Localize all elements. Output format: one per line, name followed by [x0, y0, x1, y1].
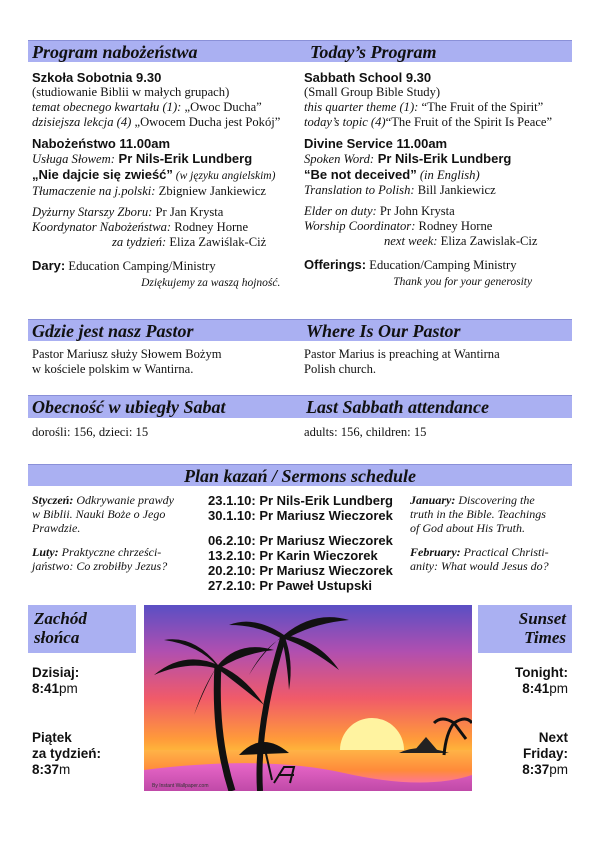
next-value-en: Eliza Zawislak-Ciz [437, 234, 538, 248]
topic-label-pl: dzisiejsza lekcja (4) [32, 115, 132, 129]
word-value-en: Pr Nils-Erik Lundberg [374, 151, 512, 166]
elder-value-pl: Pr Jan Krysta [152, 205, 224, 219]
topic-label-en: today’s topic (4) [304, 115, 386, 129]
sunset-palm-image [144, 605, 472, 791]
feb-label-en: February: [410, 545, 461, 559]
transl-value-pl: Zbigniew Jankiewicz [155, 184, 266, 198]
attendance-header [28, 395, 572, 418]
pastor-en [304, 347, 500, 377]
theme-value-pl: „Owoc Ducha” [181, 100, 262, 114]
attendance-en: adults: 156, children: 15 [304, 425, 427, 439]
coord-value-en: Rodney Horne [415, 219, 493, 233]
jan-3-en: of God about His Truth. [410, 521, 526, 535]
sermon-date-row: 20.2.10: Pr Mariusz Wieczorek [208, 563, 393, 578]
offering-label-en: Offerings: [304, 257, 367, 272]
thanks-pl: Dziękujemy za waszą hojność. [141, 277, 281, 289]
sunset-today-pl: Dzisiaj: 8:41pm [32, 665, 80, 696]
theme-value-en: “The Fruit of the Spirit” [418, 100, 544, 114]
topic-value-pl: „Owocem Ducha jest Pokój” [131, 115, 281, 129]
sunset-next-en: Next Friday: 8:37pm [522, 730, 568, 777]
sunset-title-pl-2: słońca [34, 628, 80, 647]
topic-value-en: “The Fruit of the Spirit Is Peace” [385, 115, 553, 129]
sabbath-school-pl: Szkoła Sobotnia 9.30 [32, 70, 162, 85]
pastor-title-pl: Gdzie jest nasz Pastor [32, 321, 194, 341]
ss-sub-en: (Small Group Bible Study) [304, 85, 441, 99]
sermon-date-row: 23.1.10: Pr Nils-Erik Lundberg [208, 493, 393, 508]
sunset-title-pl-box [28, 605, 136, 653]
attendance-title-en: Last Sabbath attendance [306, 397, 490, 417]
coord-label-en: Worship Coordinator: [304, 219, 416, 233]
next-label-pl: za tydzień: [112, 235, 167, 249]
theme-label-en: this quarter theme (1): [304, 100, 419, 114]
sunset-today-en: Tonight: 8:41pm [515, 665, 568, 696]
theme-label-pl: temat obecnego kwartału (1): [32, 100, 182, 114]
jan-1-pl: Odkrywanie prawdy [73, 493, 174, 507]
elder-label-pl: Dyżurny Starszy Zboru: [32, 205, 153, 219]
program-title-pl: Program nabożeństwa [32, 42, 198, 62]
sunset-title-en-2: Times [524, 628, 566, 647]
sunset-title-en-1: Sunset [518, 609, 566, 628]
word-label-pl: Usługa Słowem: [32, 152, 115, 166]
offering-value-en: Education/Camping Ministry [366, 258, 517, 272]
word-label-en: Spoken Word: [304, 152, 375, 166]
sunset-next-pl: Piątek za tydzień: 8:37m [32, 730, 102, 777]
transl-label-pl: Tłumaczenie na j.polski: [32, 184, 156, 198]
sermon-date-row: 06.2.10: Pr Mariusz Wieczorek [208, 533, 393, 548]
sermon-title-pl: „Nie dajcie się zwieść” [32, 167, 173, 182]
program-pl [32, 70, 280, 291]
sermon-lang-pl: (w języku angielskim) [172, 170, 276, 182]
jan-label-en: January: [410, 493, 456, 507]
sermon-date-row: 13.2.10: Pr Karin Wieczorek [208, 548, 378, 563]
sermons-header [28, 464, 572, 486]
attendance-title-pl: Obecność w ubiegły Sabat [32, 397, 226, 417]
sermon-date-row: 30.1.10: Pr Mariusz Wieczorek [208, 508, 393, 523]
sermon-lang-en: (in English) [416, 168, 480, 182]
feb-2-en: anity: What would Jesus do? [410, 559, 549, 573]
feb-2-pl: jaństwo: Co zrobiłby Jezus? [32, 559, 168, 573]
pastor-pl-line2: w kościele polskim w Wantirna. [32, 362, 194, 376]
jan-3-pl: Prawdzie. [32, 521, 81, 535]
feb-label-pl: Luty: [32, 545, 59, 559]
elder-label-en: Elder on duty: [304, 204, 377, 218]
sabbath-school-en: Sabbath School 9.30 [304, 70, 432, 85]
pastor-pl-line1: Pastor Mariusz służy Słowem Bożym [32, 347, 222, 361]
pastor-en-line2: Polish church. [304, 362, 377, 376]
program-title-en: Today’s Program [310, 42, 437, 62]
sermon-title-en: “Be not deceived” [304, 167, 417, 182]
sunset-title-pl-1: Zachód [34, 609, 87, 628]
coord-label-pl: Koordynator Nabożeństwa: [32, 220, 172, 234]
offering-value-pl: Education Camping/Ministry [65, 259, 216, 273]
pastor-header [28, 319, 572, 341]
program-header [28, 40, 572, 62]
sermons-title: Plan kazań / Sermons schedule [183, 466, 417, 486]
pastor-title-en: Where Is Our Pastor [306, 321, 461, 341]
transl-value-en: Bill Jankiewicz [414, 183, 496, 197]
thanks-en: Thank you for your generosity [393, 276, 533, 288]
sunset-title-en-box [478, 605, 572, 653]
program-en [304, 70, 552, 290]
word-value-pl: Pr Nils-Erik Lundberg [114, 151, 253, 166]
sermons-pl [32, 493, 174, 573]
transl-label-en: Translation to Polish: [304, 183, 415, 197]
offering-label-pl: Dary: [32, 258, 66, 273]
sermons-en [410, 493, 549, 573]
jan-1-en: Discovering the [455, 493, 535, 507]
jan-2-pl: w Biblii. Nauki Boże o Jego [32, 507, 166, 521]
jan-label-pl: Styczeń: [32, 493, 74, 507]
jan-2-en: truth in the Bible. Teachings [410, 507, 546, 521]
next-label-en: next week: [384, 234, 438, 248]
image-credit: By Instant Wallpaper.com [152, 783, 209, 789]
feb-1-en: Practical Christi- [460, 545, 549, 559]
elder-value-en: Pr John Krysta [376, 204, 455, 218]
ss-sub-pl: (studiowanie Biblii w małych grupach) [32, 85, 230, 99]
next-value-pl: Eliza Zawiślak-Ciż [166, 235, 267, 249]
divine-service-en: Divine Service 11.00am [304, 136, 448, 151]
feb-1-pl: Praktyczne chrześci- [58, 545, 162, 559]
attendance-pl: dorośli: 156, dzieci: 15 [32, 425, 149, 439]
coord-value-pl: Rodney Horne [171, 220, 249, 234]
pastor-en-line1: Pastor Marius is preaching at Wantirna [304, 347, 500, 361]
sermon-dates [208, 493, 393, 593]
sermon-date-row: 27.2.10: Pr Paweł Ustupski [208, 578, 373, 593]
divine-service-pl: Nabożeństwo 11.00am [32, 136, 170, 151]
pastor-pl [32, 347, 222, 377]
